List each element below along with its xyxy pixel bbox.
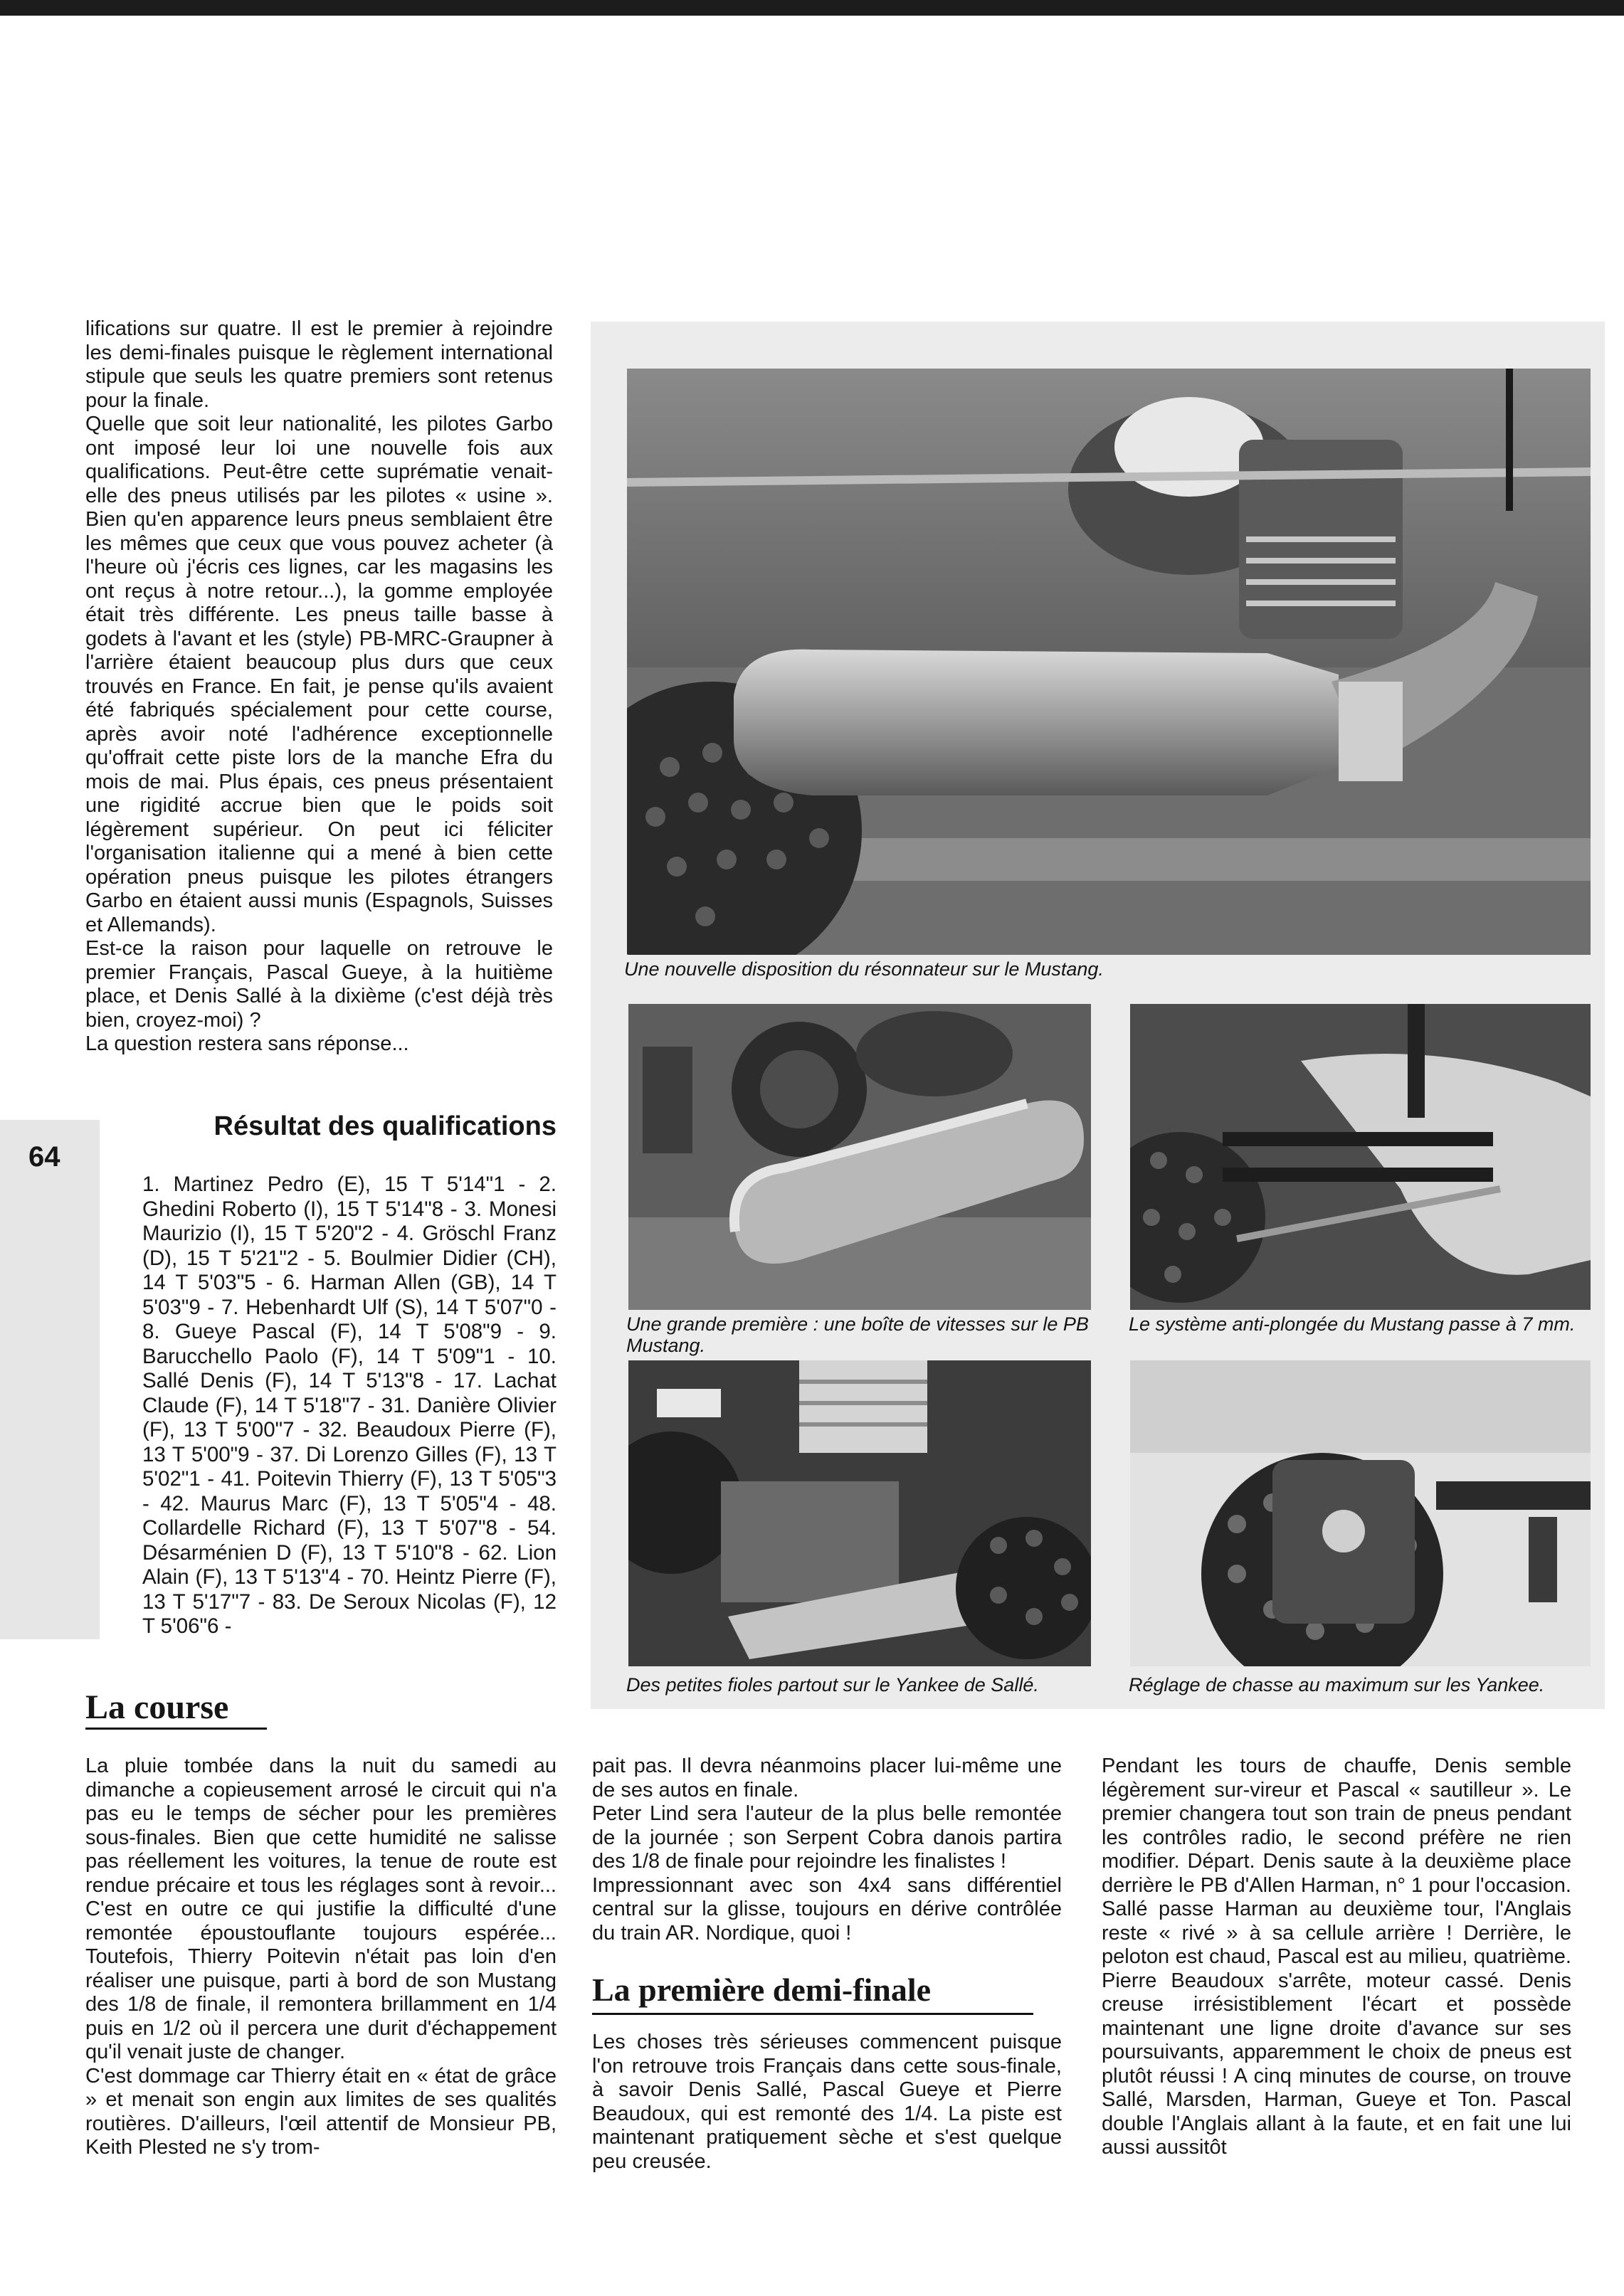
photo-anti-dive: [1130, 1004, 1591, 1310]
course-heading-rule: [85, 1728, 267, 1730]
photo-caster: [1130, 1360, 1591, 1666]
intro-paragraph: Quelle que soit leur nationalité, les pilotes Garbo ont imposé leur loi une nouvelle fois aux qualifications. Peut-être cette suprématie venait-elle des pneus utilisés par les pilotes « usine ». Bien qu'en apparence leurs pneus semblaient être les mêmes que ceux que vous pouvez acheter (à l'heure où j'écris ces lignes, car les magasins les ont reçus à notre retour...), la gomme employée était très différente. Les pneus taille basse à godets à l'avant et les (style) PB-MRC-Graupner à l'arrière étaient beaucoup plus durs que ceux trouvés en France. En fait, je pense qu'ils avaient été fabriqués spécialement pour cette course, après avoir noté l'adhérence exceptionnelle qu'offrait cette piste lors de la manche Efra du mois de mai. Plus épais, ces pneus présentaient une rigidité accrue bien que le poids soit légèrement supérieur. On peut ici féliciter l'organisation italienne qui a mené à bien cette opération pneus puisque les pilotes étrangers Garbo en étaient aussi munis (Espagnols, Suisses et Allemands).: [85, 413, 553, 936]
right-paragraph: Pendant les tours de chauffe, Denis semble légèrement sur-vireur et Pascal « sautilleur ». Le premier changera tout son train de pneus pendant les contrôles radio, le second préfère ne rien modifier. Départ. Denis saute à la deuxième place derrière le PB d'Allen Harman, n° 1 pour l'occasion. Sallé passe Harman au deuxième tour, l'Anglais reste « rivé » à sa cellule arrière ! Derrière, le peloton est chaud, Pascal est au milieu, quatrième. Pierre Beaudoux s'arrête, moteur cassé. Denis creuse irrésistiblement l'écart et possède maintenant une ligne droite d'avance sur ses poursuivants, apparemment le choix de pneus est plutôt réussi ! A cinq minutes de course, on trouve Sallé, Marsden, Harman, Gueye et Ton. Pascal double l'Anglais allant à la faute, et en fait une lui aussi aussitôt: [1102, 1755, 1571, 2159]
middle-paragraph: Impressionnant avec son 4x4 sans différentiel central sur la glisse, toujours en dérive contrôlée du train AR. Nordique, quoi !: [592, 1873, 1062, 1945]
right-column: [1102, 1755, 1571, 2160]
photo-fuel-vials: [628, 1360, 1091, 1666]
course-paragraph: C'est dommage car Thierry était en « état de grâce » et menait son engin aux limites de ses qualités routières. D'ailleurs, l'œil attentif de Monsieur PB, Keith Plested ne s'y trom-: [85, 2064, 557, 2159]
middle-paragraph: pait pas. Il devra néanmoins placer lui-même une de ses autos en finale.: [592, 1755, 1062, 1802]
photo-resonator: [627, 369, 1591, 955]
results-text: 1. Martinez Pedro (E), 15 T 5'14"1 - 2. Ghedini Roberto (I), 15 T 5'14"8 - 3. Monesi Maurizio (I), 15 T 5'20"2 - 4. Gröschl Franz (D), 15 T 5'21"2 - 5. Boulmier Didier (CH), 14 T 5'03"5 - 6. Harman Allen (GB), 14 T 5'03"9 - 7. Hebenhardt Ulf (S), 14 T 5'07"0 - 8. Gueye Pascal (F), 14 T 5'08"9 - 9. Barucchello Paolo (F), 14 T 5'09"1 - 10. Sallé Denis (F), 14 T 5'13"8 - 17. Lachat Claude (F), 14 T 5'18"7 - 31. Danière Olivier (F), 13 T 5'00"7 - 32. Beaudoux Pierre (F), 13 T 5'00"9 - 37. Di Lorenzo Gilles (F), 13 T 5'02"1 - 41. Poitevin Thierry (F), 13 T 5'05"3 - 42. Maurus Marc (F), 13 T 5'05"4 - 48. Collardelle Richard (F), 13 T 5'07"8 - 54. Désarménien D (F), 13 T 5'10"8 - 62. Lion Alain (F), 13 T 5'13"4 - 70. Heintz Pierre (F), 13 T 5'17"7 - 83. De Seroux Nicolas (F), 12 T 5'06"6 -: [142, 1173, 557, 1638]
course-column: [85, 1755, 557, 2160]
results-heading: Résultat des qualifications: [213, 1111, 557, 1141]
page-number: 64: [28, 1141, 60, 1173]
intro-paragraph: Est-ce la raison pour laquelle on retrouve le premier Français, Pascal Gueye, à la huitième place, et Denis Sallé à la dixième (c'est déjà très bien, croyez-moi) ?: [85, 937, 553, 1032]
caption-anti-dive: Le système anti-plongée du Mustang passe à 7 mm.: [1129, 1313, 1576, 1335]
course-heading: La course: [85, 1688, 229, 1726]
middle-column: [592, 1755, 1062, 1945]
top-border: [0, 0, 1624, 16]
intro-paragraph: lifications sur quatre. Il est le premier à rejoindre les demi-finales puisque le règlement international stipule que seuls les quatre premiers sont retenus pour la finale.: [85, 317, 553, 412]
caption-resonator: Une nouvelle disposition du résonnateur sur le Mustang.: [624, 958, 1104, 980]
semi-final-column: [592, 2031, 1062, 2174]
caption-fuel-vials: Des petites fioles partout sur le Yankee de Sallé.: [626, 1674, 1039, 1695]
middle-paragraph: Peter Lind sera l'auteur de la plus belle remontée de la journée ; son Serpent Cobra danois partira des 1/8 de finale pour rejoindre les finalistes !: [592, 1802, 1062, 1873]
caption-caster: Réglage de chasse au maximum sur les Yankee.: [1129, 1674, 1545, 1695]
intro-paragraph: La question restera sans réponse...: [85, 1032, 409, 1055]
page-number-tab: [0, 1120, 100, 1639]
semi-final-heading: La première demi-finale: [592, 1972, 932, 2008]
photo-gearbox: [628, 1004, 1091, 1310]
semi-final-paragraph: Les choses très sérieuses commencent puisque l'on retrouve trois Français dans cette sous-finale, à savoir Denis Sallé, Pascal Gueye et Pierre Beaudoux, qui est remonté des 1/4. La piste est maintenant pratiquement sèche et s'est quelque peu creusée.: [592, 2031, 1062, 2173]
results-list: [142, 1173, 557, 1639]
caption-gearbox: Une grande première : une boîte de vitesses sur le PB Mustang.: [626, 1313, 1089, 1356]
course-paragraph: La pluie tombée dans la nuit du samedi au dimanche a copieusement arrosé le circuit qui n'a pas eu le temps de sécher pour les premières sous-finales. Bien que cette humidité ne salisse pas réellement les voitures, la tenue de route est rendue précaire et tous les réglages sont à revoir... C'est en outre ce qui justifie la difficulté d'une remontée époustouflante toujours espérée... Toutefois, Thierry Poitevin n'était pas loin d'en réaliser une puisque, parti à bord de son Mustang des 1/8 de finale, il remontera brillamment en 1/4 puis en 1/2 où il percera une durit d'échappement qu'il venait juste de changer.: [85, 1755, 557, 2063]
semi-final-heading-rule: [592, 2013, 1033, 2015]
intro-column: [85, 317, 553, 1057]
